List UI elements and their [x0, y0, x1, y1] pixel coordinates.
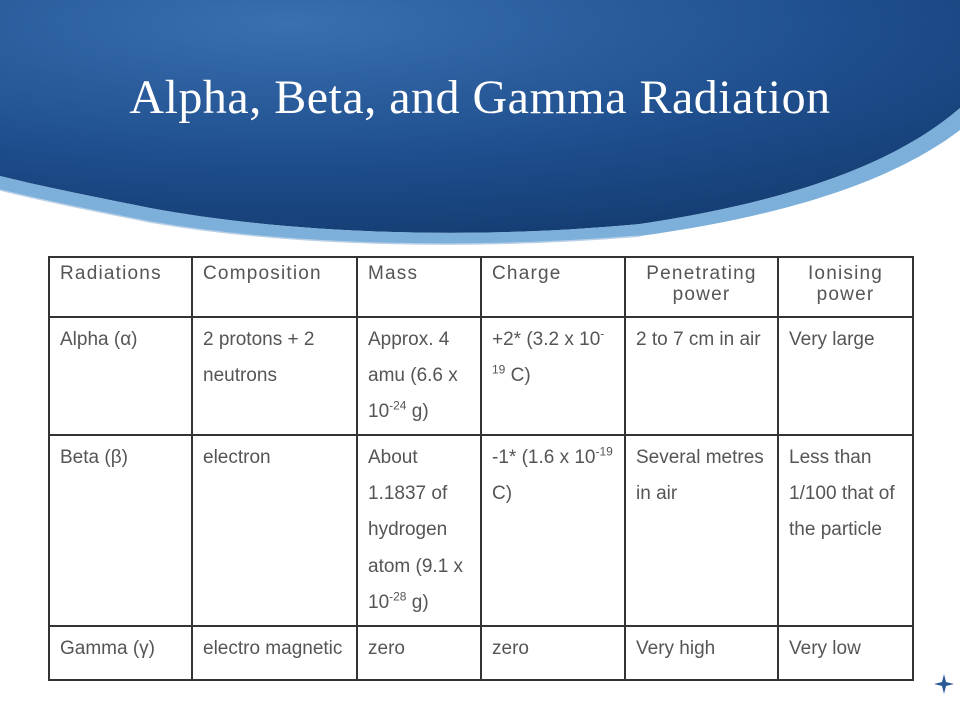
cell-gamma-composition: electro magnetic — [192, 626, 357, 680]
cell-alpha-penetrating: 2 to 7 cm in air — [625, 317, 778, 435]
cell-alpha-charge — [481, 317, 625, 435]
alpha-mass-exponent: -24 — [389, 398, 407, 413]
header-radiations: Radiations — [49, 257, 192, 317]
beta-charge-text: -1* (1.6 x 10 — [492, 447, 596, 469]
four-point-star-icon — [934, 674, 954, 694]
beta-mass-exponent: -28 — [389, 589, 407, 604]
cell-alpha-composition: 2 protons + 2 neutrons — [192, 317, 357, 435]
cell-beta-mass — [357, 435, 481, 625]
cell-beta-ionising: Less than 1/100 that of the particle — [778, 435, 913, 625]
cell-beta-charge — [481, 435, 625, 625]
header-banner — [0, 0, 960, 260]
beta-charge-unit: C) — [492, 483, 513, 505]
beta-charge-exponent: -19 — [595, 444, 613, 459]
header-mass: Mass — [357, 257, 481, 317]
cell-gamma-ionising: Very low — [778, 626, 913, 680]
alpha-charge-text: +2* (3.2 x 10 — [492, 329, 601, 350]
cell-alpha-name: Alpha (α) — [49, 317, 192, 435]
header-ionising-power: Ionising power — [778, 257, 913, 317]
beta-mass-text: About 1.1837 of hydrogen atom (9.1 x 10 — [368, 447, 464, 613]
cell-beta-composition: electron — [192, 435, 357, 625]
table-row-gamma — [49, 626, 913, 680]
slide-title: Alpha, Beta, and Gamma Radiation — [129, 71, 831, 124]
beta-mass-unit: g) — [406, 591, 429, 613]
cell-gamma-penetrating: Very high — [625, 626, 778, 680]
header-composition: Composition — [192, 257, 357, 317]
alpha-charge-exponent: -19 — [492, 326, 605, 377]
table-row-beta — [49, 435, 913, 625]
alpha-mass-unit: g) — [406, 401, 429, 423]
cell-alpha-mass — [357, 317, 481, 435]
cell-alpha-ionising: Very large — [778, 317, 913, 435]
cell-beta-name: Beta (β) — [49, 435, 192, 625]
header-charge: Charge — [481, 257, 625, 317]
header-penetrating-power: Penetrating power — [625, 257, 778, 317]
radiation-comparison-table — [48, 256, 914, 681]
alpha-charge-unit: C) — [505, 365, 531, 387]
alpha-mass-text: Approx. 4 amu (6.6 x 10 — [368, 329, 458, 423]
cell-gamma-charge: zero — [481, 626, 625, 680]
cell-beta-penetrating: Several metres in air — [625, 435, 778, 625]
cell-gamma-name: Gamma (γ) — [49, 626, 192, 680]
table-row-alpha — [49, 317, 913, 435]
table-header-row — [49, 257, 913, 317]
cell-gamma-mass: zero — [357, 626, 481, 680]
